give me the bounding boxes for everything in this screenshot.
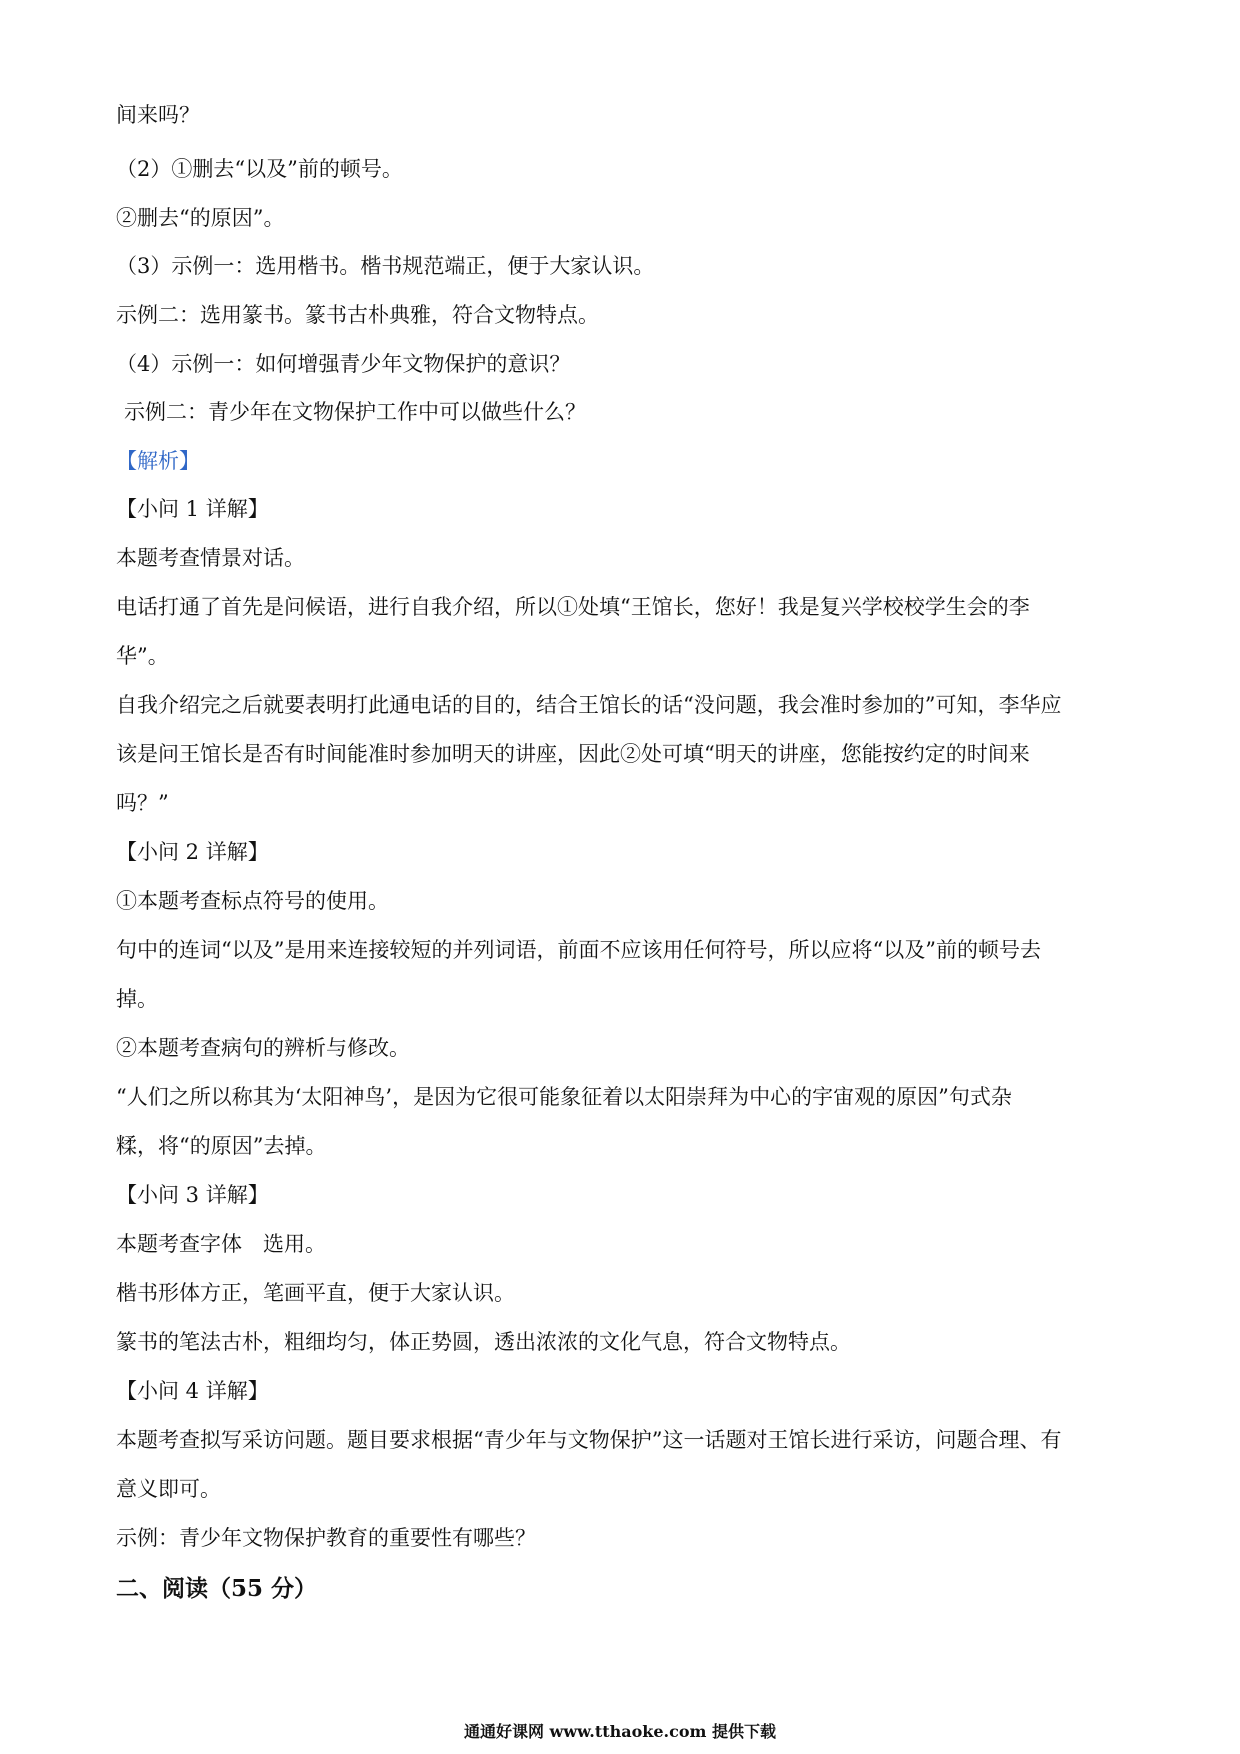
subquestion-1-heading: 【小问 1 详解】 [116, 497, 269, 521]
subquestion-3-heading: 【小问 3 详解】 [116, 1183, 269, 1207]
analysis-heading-link[interactable]: 【解析】 [116, 449, 200, 473]
paragraph: 电话打通了首先是问候语，进行自我介绍，所以①处填“王馆长，您好！我是复兴学校校学生会的李 [116, 595, 1030, 619]
answer-line-2-2: ②删去“的原因”。 [116, 206, 285, 230]
paragraph: 吗？” [116, 791, 169, 815]
paragraph: “人们之所以称其为‘太阳神鸟’，是因为它很可能象征着以太阳崇拜为中心的宇宙观的原因”句式杂 [116, 1085, 1012, 1109]
subquestion-2-heading: 【小问 2 详解】 [116, 840, 269, 864]
answer-line-2-1: （2）①删去“以及”前的顿号。 [116, 157, 403, 181]
paragraph: 本题考查情景对话。 [116, 546, 305, 570]
paragraph: ②本题考查病句的辨析与修改。 [116, 1036, 410, 1060]
paragraph: 楷书形体方正，笔画平直，便于大家认识。 [116, 1281, 515, 1305]
answer-line-3-example-1: （3）示例一：选用楷书。楷书规范端正，便于大家认识。 [116, 254, 655, 278]
paragraph: ①本题考查标点符号的使用。 [116, 889, 389, 913]
answer-line-4-example-1: （4）示例一：如何增强青少年文物保护的意识？ [116, 352, 571, 376]
paragraph: 意义即可。 [116, 1477, 221, 1501]
paragraph: 本题考查拟写采访问题。题目要求根据“青少年与文物保护”这一话题对王馆长进行采访，问题合理、有 [116, 1428, 1062, 1452]
paragraph: 篆书的笔法古朴，粗细均匀，体正势圆，透出浓浓的文化气息，符合文物特点。 [116, 1330, 851, 1354]
paragraph: 华”。 [116, 644, 169, 668]
paragraph: 糅，将“的原因”去掉。 [116, 1134, 327, 1158]
answer-line-4-example-2: 示例二：青少年在文物保护工作中可以做些什么？ [124, 400, 586, 424]
page-footer: 通通好课网 www.tthaoke.com 提供下载 [463, 1722, 777, 1741]
paragraph: 自我介绍完之后就要表明打此通电话的目的，结合王馆长的话“没问题，我会准时参加的”可知，李华应 [116, 693, 1062, 717]
answer-line-3-example-2: 示例二：选用篆书。篆书古朴典雅，符合文物特点。 [116, 303, 599, 327]
paragraph: 本题考查字体 选用。 [116, 1232, 326, 1256]
paragraph: 句中的连词“以及”是用来连接较短的并列词语，前面不应该用任何符号，所以应将“以及”前的顿号去 [116, 938, 1041, 962]
paragraph: 掉。 [116, 987, 158, 1011]
section-heading-reading: 二、阅读（55 分） [116, 1575, 318, 1602]
subquestion-4-heading: 【小问 4 详解】 [116, 1379, 269, 1403]
paragraph: 示例：青少年文物保护教育的重要性有哪些？ [116, 1526, 536, 1550]
paragraph: 该是问王馆长是否有时间能准时参加明天的讲座，因此②处可填“明天的讲座，您能按约定的时间来 [116, 742, 1030, 766]
answer-line-1-continuation: 间来吗？ [116, 103, 200, 127]
